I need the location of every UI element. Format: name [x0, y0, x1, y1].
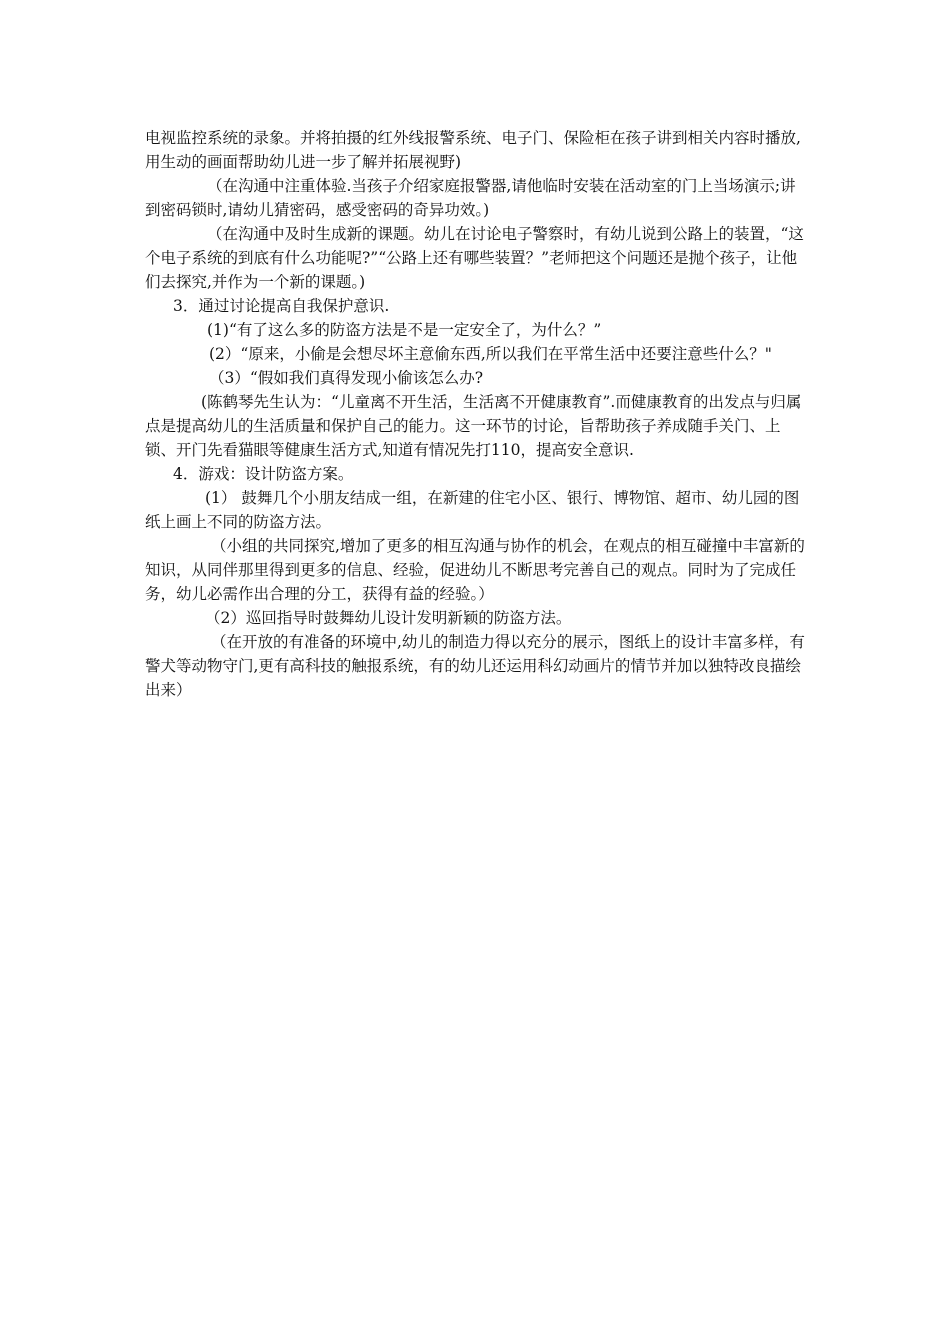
- paragraph-surveillance-video: 电视监控系统的录象。并将拍摄的红外线报警系统、电子门、保险柜在孩子讲到相关内容时播放,用生动的画面帮助幼儿进一步了解并拓展视野): [145, 129, 801, 171]
- paragraph-group-exploration-note: （小组的共同探究,增加了更多的相互沟通与协作的机会，在观点的相互碰撞中丰富新的知识，从同伴那里得到更多的信息、经验，促进幼儿不断思考完善自己的观点。同时为了完成任务，幼儿必需作出合理的分工，获得有益的经验。）: [145, 537, 805, 603]
- game-step-2: （2）巡回指导时鼓舞幼儿设计发明新颖的防盗方法。: [205, 609, 572, 627]
- paragraph-new-topic-note: （在沟通中及时生成新的课题。幼儿在讨论电子警察时，有幼儿说到公路上的装置，“这个电子系统的到底有什么功能呢?”“公路上还有哪些装置？”老师把这个问题还是抛个孩子，让他们去探究,并作为一个新的课题。): [145, 225, 804, 291]
- question-1: (1)“有了这么多的防盗方法是不是一定安全了，为什么？”: [207, 321, 602, 339]
- paragraph-creativity-note: （在开放的有准备的环境中,幼儿的制造力得以充分的展示，图纸上的设计丰富多样，有警犬等动物守门,更有高科技的触报系统，有的幼儿还运用科幻动画片的情节并加以独特改良描绘出来）: [145, 633, 805, 699]
- question-3: （3）“假如我们真得发现小偷该怎么办?: [209, 369, 484, 387]
- section-heading-4: 4．游戏：设计防盗方案。: [173, 465, 354, 483]
- document-body: [145, 126, 810, 702]
- paragraph-experience-note: （在沟通中注重体验.当孩子介绍家庭报警器,请他临时安装在活动室的门上当场演示;讲到密码锁时,请幼儿猜密码，感受密码的奇异功效。): [145, 177, 796, 219]
- paragraph-chen-heqin-quote: (陈鹤琴先生认为：“儿童离不开生活，生活离不开健康教育”.而健康教育的出发点与归属点是提高幼儿的生活质量和保护自己的能力。这一环节的讨论，旨帮助孩子养成随手关门、上锁、开门先看猫眼等健康生活方式,知道有情况先打110，提高安全意识.: [145, 393, 802, 459]
- game-step-1: (1） 鼓舞几个小朋友结成一组，在新建的住宅小区、银行、博物馆、超市、幼儿园的图纸上画上不同的防盗方法。: [145, 489, 800, 531]
- section-heading-3: 3．通过讨论提高自我保护意识.: [173, 297, 390, 315]
- question-2: (2）“原来，小偷是会想尽坏主意偷东西,所以我们在平常生活中还要注意些什么？": [209, 345, 772, 363]
